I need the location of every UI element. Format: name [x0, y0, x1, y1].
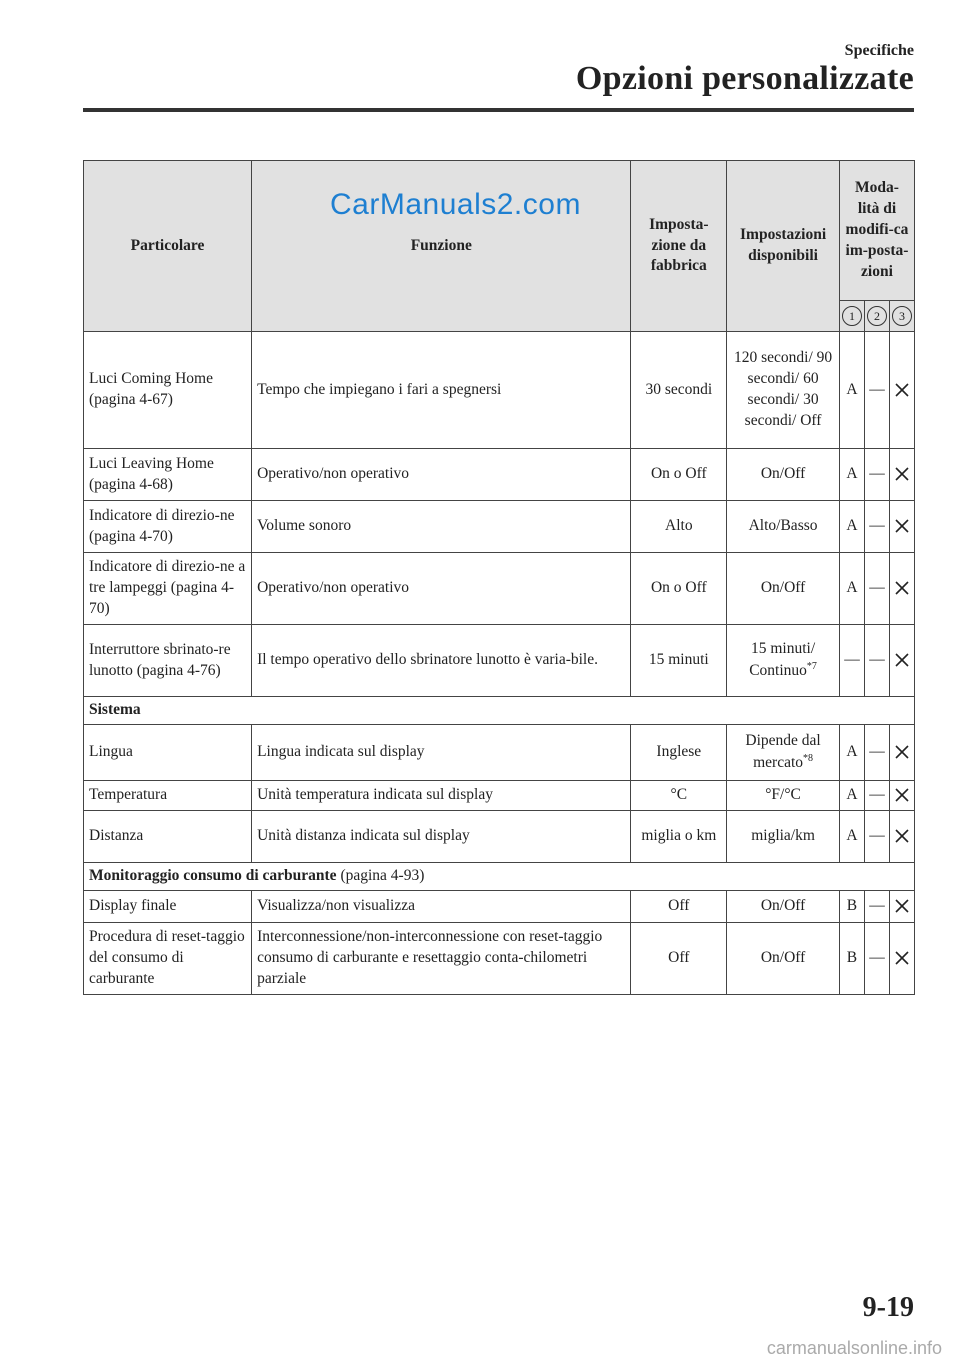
cell-mode-m1	[839, 780, 864, 810]
cell-mode-m3	[889, 332, 914, 449]
cell-mode-m2-text: —	[869, 380, 885, 398]
cell-available	[727, 724, 840, 780]
watermark-logo: CarManuals2.com	[330, 188, 581, 221]
cell-available	[727, 780, 840, 810]
cell-mode-m3	[889, 724, 914, 780]
cell-mode-m3	[889, 780, 914, 810]
cell-function-text: Visualizza/non visualizza	[257, 896, 415, 914]
cell-factory	[631, 449, 727, 501]
cell-mode-m2-text: —	[869, 785, 885, 803]
cell-available	[727, 553, 840, 625]
cell-mode-m1	[839, 501, 864, 553]
table-row	[84, 501, 915, 553]
cell-available-text: 15 minuti/ Continuo	[749, 640, 816, 680]
cell-available	[727, 449, 840, 501]
table-row	[84, 724, 915, 780]
cell-factory-text: Off	[668, 896, 690, 914]
cell-function-text: Operativo/non operativo	[257, 579, 410, 597]
cell-mode-m2	[864, 501, 889, 553]
cell-mode-m1-text: A	[846, 579, 858, 597]
cell-item	[84, 780, 252, 810]
mode-number-circle: 1	[842, 306, 862, 326]
cell-mode-m1-text: A	[846, 517, 858, 535]
cell-function	[252, 780, 631, 810]
cell-mode-m2	[864, 780, 889, 810]
cell-available-text: On/Off	[760, 896, 806, 914]
section-fuel	[84, 862, 915, 890]
cell-factory-text: On o Off	[650, 465, 707, 483]
cell-mode-m2	[864, 553, 889, 625]
cell-mode-m1-text: B	[846, 948, 858, 966]
cell-available-text: Alto/Basso	[748, 517, 818, 535]
cell-item-text: Indicatore di direzio-ne (pagina 4-70)	[89, 506, 235, 545]
table-row	[84, 890, 915, 922]
cell-factory-text: 30 secondi	[645, 380, 713, 398]
cell-mode-m1	[839, 449, 864, 501]
cell-factory	[631, 780, 727, 810]
cell-item	[84, 724, 252, 780]
cell-factory-text: 15 minuti	[648, 651, 709, 669]
cell-mode-m2-text: —	[869, 896, 885, 914]
cell-mode-m2-text: —	[869, 742, 885, 760]
cell-mode-m1	[839, 922, 864, 994]
cell-mode-m1	[839, 332, 864, 449]
cell-available	[727, 332, 840, 449]
cell-item	[84, 553, 252, 625]
cell-mode-m1	[839, 890, 864, 922]
custom-options-table	[83, 160, 915, 995]
cell-mode-m1	[839, 625, 864, 697]
cell-available	[727, 625, 840, 697]
section-label: Specifiche	[844, 42, 914, 59]
cell-factory-text: °C	[670, 785, 688, 803]
cell-factory	[631, 922, 727, 994]
cell-function	[252, 449, 631, 501]
footer-site: carmanualsonline.info	[766, 1338, 942, 1358]
page-number: 9-19	[862, 1292, 914, 1323]
section-sistema: Sistema	[84, 697, 915, 725]
cell-function	[252, 922, 631, 994]
cell-mode-m1-text: A	[846, 785, 858, 803]
cell-item-text: Temperatura	[89, 785, 168, 803]
cell-factory-text: Inglese	[656, 742, 702, 760]
cell-function	[252, 553, 631, 625]
cell-available-text: °F/°C	[765, 785, 801, 803]
cell-item	[84, 810, 252, 862]
cell-mode-m1	[839, 810, 864, 862]
cell-mode-m2-text: —	[869, 579, 885, 597]
cell-factory	[631, 553, 727, 625]
cell-item	[84, 890, 252, 922]
header-row	[84, 161, 915, 301]
footnote-ref: *8	[803, 752, 814, 764]
section-fuel-ref: (pagina 4-93)	[340, 866, 425, 884]
cell-mode-m1-text: A	[846, 826, 858, 844]
cell-function-text: Volume sonoro	[257, 517, 352, 535]
cell-available-text: miglia/km	[751, 826, 815, 844]
cell-function-text: Interconnessione/non-interconnessione con reset-taggio consumo di carburante e resettaggio conta-chilometri parziale	[257, 927, 603, 987]
cell-available	[727, 501, 840, 553]
header-mode-num-2	[864, 301, 889, 332]
cell-mode-m1	[839, 724, 864, 780]
table-row	[84, 553, 915, 625]
cross-icon	[894, 744, 910, 760]
cell-item	[84, 332, 252, 449]
cross-icon	[894, 950, 910, 966]
header-available: Impostazioni disponibili	[727, 161, 840, 332]
cell-mode-m2-text: —	[869, 651, 885, 669]
cell-factory	[631, 501, 727, 553]
cell-factory-text: On o Off	[650, 579, 707, 597]
cell-available	[727, 890, 840, 922]
cell-item-text: Distanza	[89, 826, 144, 844]
cell-item-text: Luci Leaving Home (pagina 4-68)	[89, 454, 214, 493]
cell-item-text: Lingua	[89, 742, 133, 760]
cell-mode-m3	[889, 890, 914, 922]
mode-number-circle: 2	[867, 306, 887, 326]
cell-available-text: On/Off	[760, 948, 806, 966]
cell-available-text: On/Off	[760, 579, 806, 597]
cell-mode-m1-text: A	[846, 742, 858, 760]
cell-factory-text: Alto	[665, 517, 693, 535]
cell-mode-m2	[864, 890, 889, 922]
cell-factory-text: miglia o km	[641, 826, 717, 844]
cell-factory	[631, 724, 727, 780]
cell-item	[84, 625, 252, 697]
cross-icon	[894, 652, 910, 668]
cell-function-text: Il tempo operativo dello sbrinatore lunotto è varia-bile.	[257, 651, 598, 669]
header-mode: Moda-lità di modifi-ca im-posta-zioni	[839, 161, 914, 301]
table-row	[84, 810, 915, 862]
cross-icon	[894, 787, 910, 803]
table-row	[84, 780, 915, 810]
cross-icon	[894, 580, 910, 596]
cell-item	[84, 922, 252, 994]
cell-mode-m2-text: —	[869, 517, 885, 535]
header-factory: Imposta-zione da fabbrica	[631, 161, 727, 332]
cell-mode-m3	[889, 922, 914, 994]
cell-available-text: 120 secondi/ 90 secondi/ 60 secondi/ 30 secondi/ Off	[733, 349, 833, 429]
cell-mode-m2	[864, 724, 889, 780]
cell-mode-m3	[889, 553, 914, 625]
cell-mode-m3	[889, 625, 914, 697]
cell-item	[84, 501, 252, 553]
cell-function-text: Unità distanza indicata sul display	[257, 826, 470, 844]
cross-icon	[894, 898, 910, 914]
footnote-ref: *7	[806, 660, 817, 672]
cell-function	[252, 890, 631, 922]
cell-mode-m1-text: A	[846, 380, 858, 398]
cell-item-text: Luci Coming Home (pagina 4-67)	[89, 370, 213, 408]
cell-mode-m2-text: —	[869, 826, 885, 844]
cell-factory	[631, 625, 727, 697]
cross-icon	[894, 382, 910, 398]
cell-mode-m1-text: A	[846, 465, 858, 483]
cross-icon	[894, 518, 910, 534]
cell-mode-m3	[889, 810, 914, 862]
cell-mode-m2	[864, 625, 889, 697]
cell-mode-m2-text: —	[869, 465, 885, 483]
section-fuel-title: Monitoraggio consumo di carburante	[89, 866, 337, 884]
cell-function-text: Unità temperatura indicata sul display	[257, 785, 493, 803]
cell-available-text: On/Off	[760, 465, 806, 483]
cell-available-text: Dipende dal mercato	[745, 731, 821, 771]
cross-icon	[894, 466, 910, 482]
cell-factory-text: Off	[668, 948, 690, 966]
cell-function-text: Lingua indicata sul display	[257, 742, 425, 760]
cell-mode-m2	[864, 332, 889, 449]
cross-icon	[894, 828, 910, 844]
cell-item-text: Interruttore sbrinato-re lunotto (pagina 4-76)	[89, 640, 231, 679]
cell-function	[252, 501, 631, 553]
header-mode-num-3	[889, 301, 914, 332]
cell-factory	[631, 332, 727, 449]
cell-function	[252, 332, 631, 449]
cell-mode-m2	[864, 810, 889, 862]
cell-available	[727, 922, 840, 994]
cell-available	[727, 810, 840, 862]
page-title: Opzioni personalizzate	[575, 60, 914, 97]
cell-item	[84, 449, 252, 501]
cell-function	[252, 625, 631, 697]
cell-mode-m2	[864, 449, 889, 501]
cell-item-text: Indicatore di direzio-ne a tre lampeggi (pagina 4-70)	[89, 558, 246, 617]
header-function: Funzione	[252, 161, 631, 332]
cell-mode-m1-text: —	[844, 651, 860, 669]
mode-number-circle: 3	[892, 306, 912, 326]
cell-function-text: Tempo che impiegano i fari a spegnersi	[257, 380, 502, 398]
table-row	[84, 922, 915, 994]
cell-function	[252, 810, 631, 862]
cell-mode-m1	[839, 553, 864, 625]
title-rule	[83, 108, 914, 112]
cell-mode-m3	[889, 449, 914, 501]
cell-mode-m2-text: —	[869, 948, 885, 966]
header-mode-num-1	[839, 301, 864, 332]
cell-factory	[631, 890, 727, 922]
cell-function	[252, 724, 631, 780]
cell-mode-m1-text: B	[846, 896, 858, 914]
cell-factory	[631, 810, 727, 862]
cell-item-text: Procedura di reset-taggio del consumo di carburante	[89, 927, 245, 987]
table-row	[84, 625, 915, 697]
cell-function-text: Operativo/non operativo	[257, 465, 410, 483]
cell-item-text: Display finale	[89, 896, 177, 914]
cell-mode-m3	[889, 501, 914, 553]
table-row	[84, 332, 915, 449]
cell-mode-m2	[864, 922, 889, 994]
header-item: Particolare	[84, 161, 252, 332]
table-row	[84, 449, 915, 501]
